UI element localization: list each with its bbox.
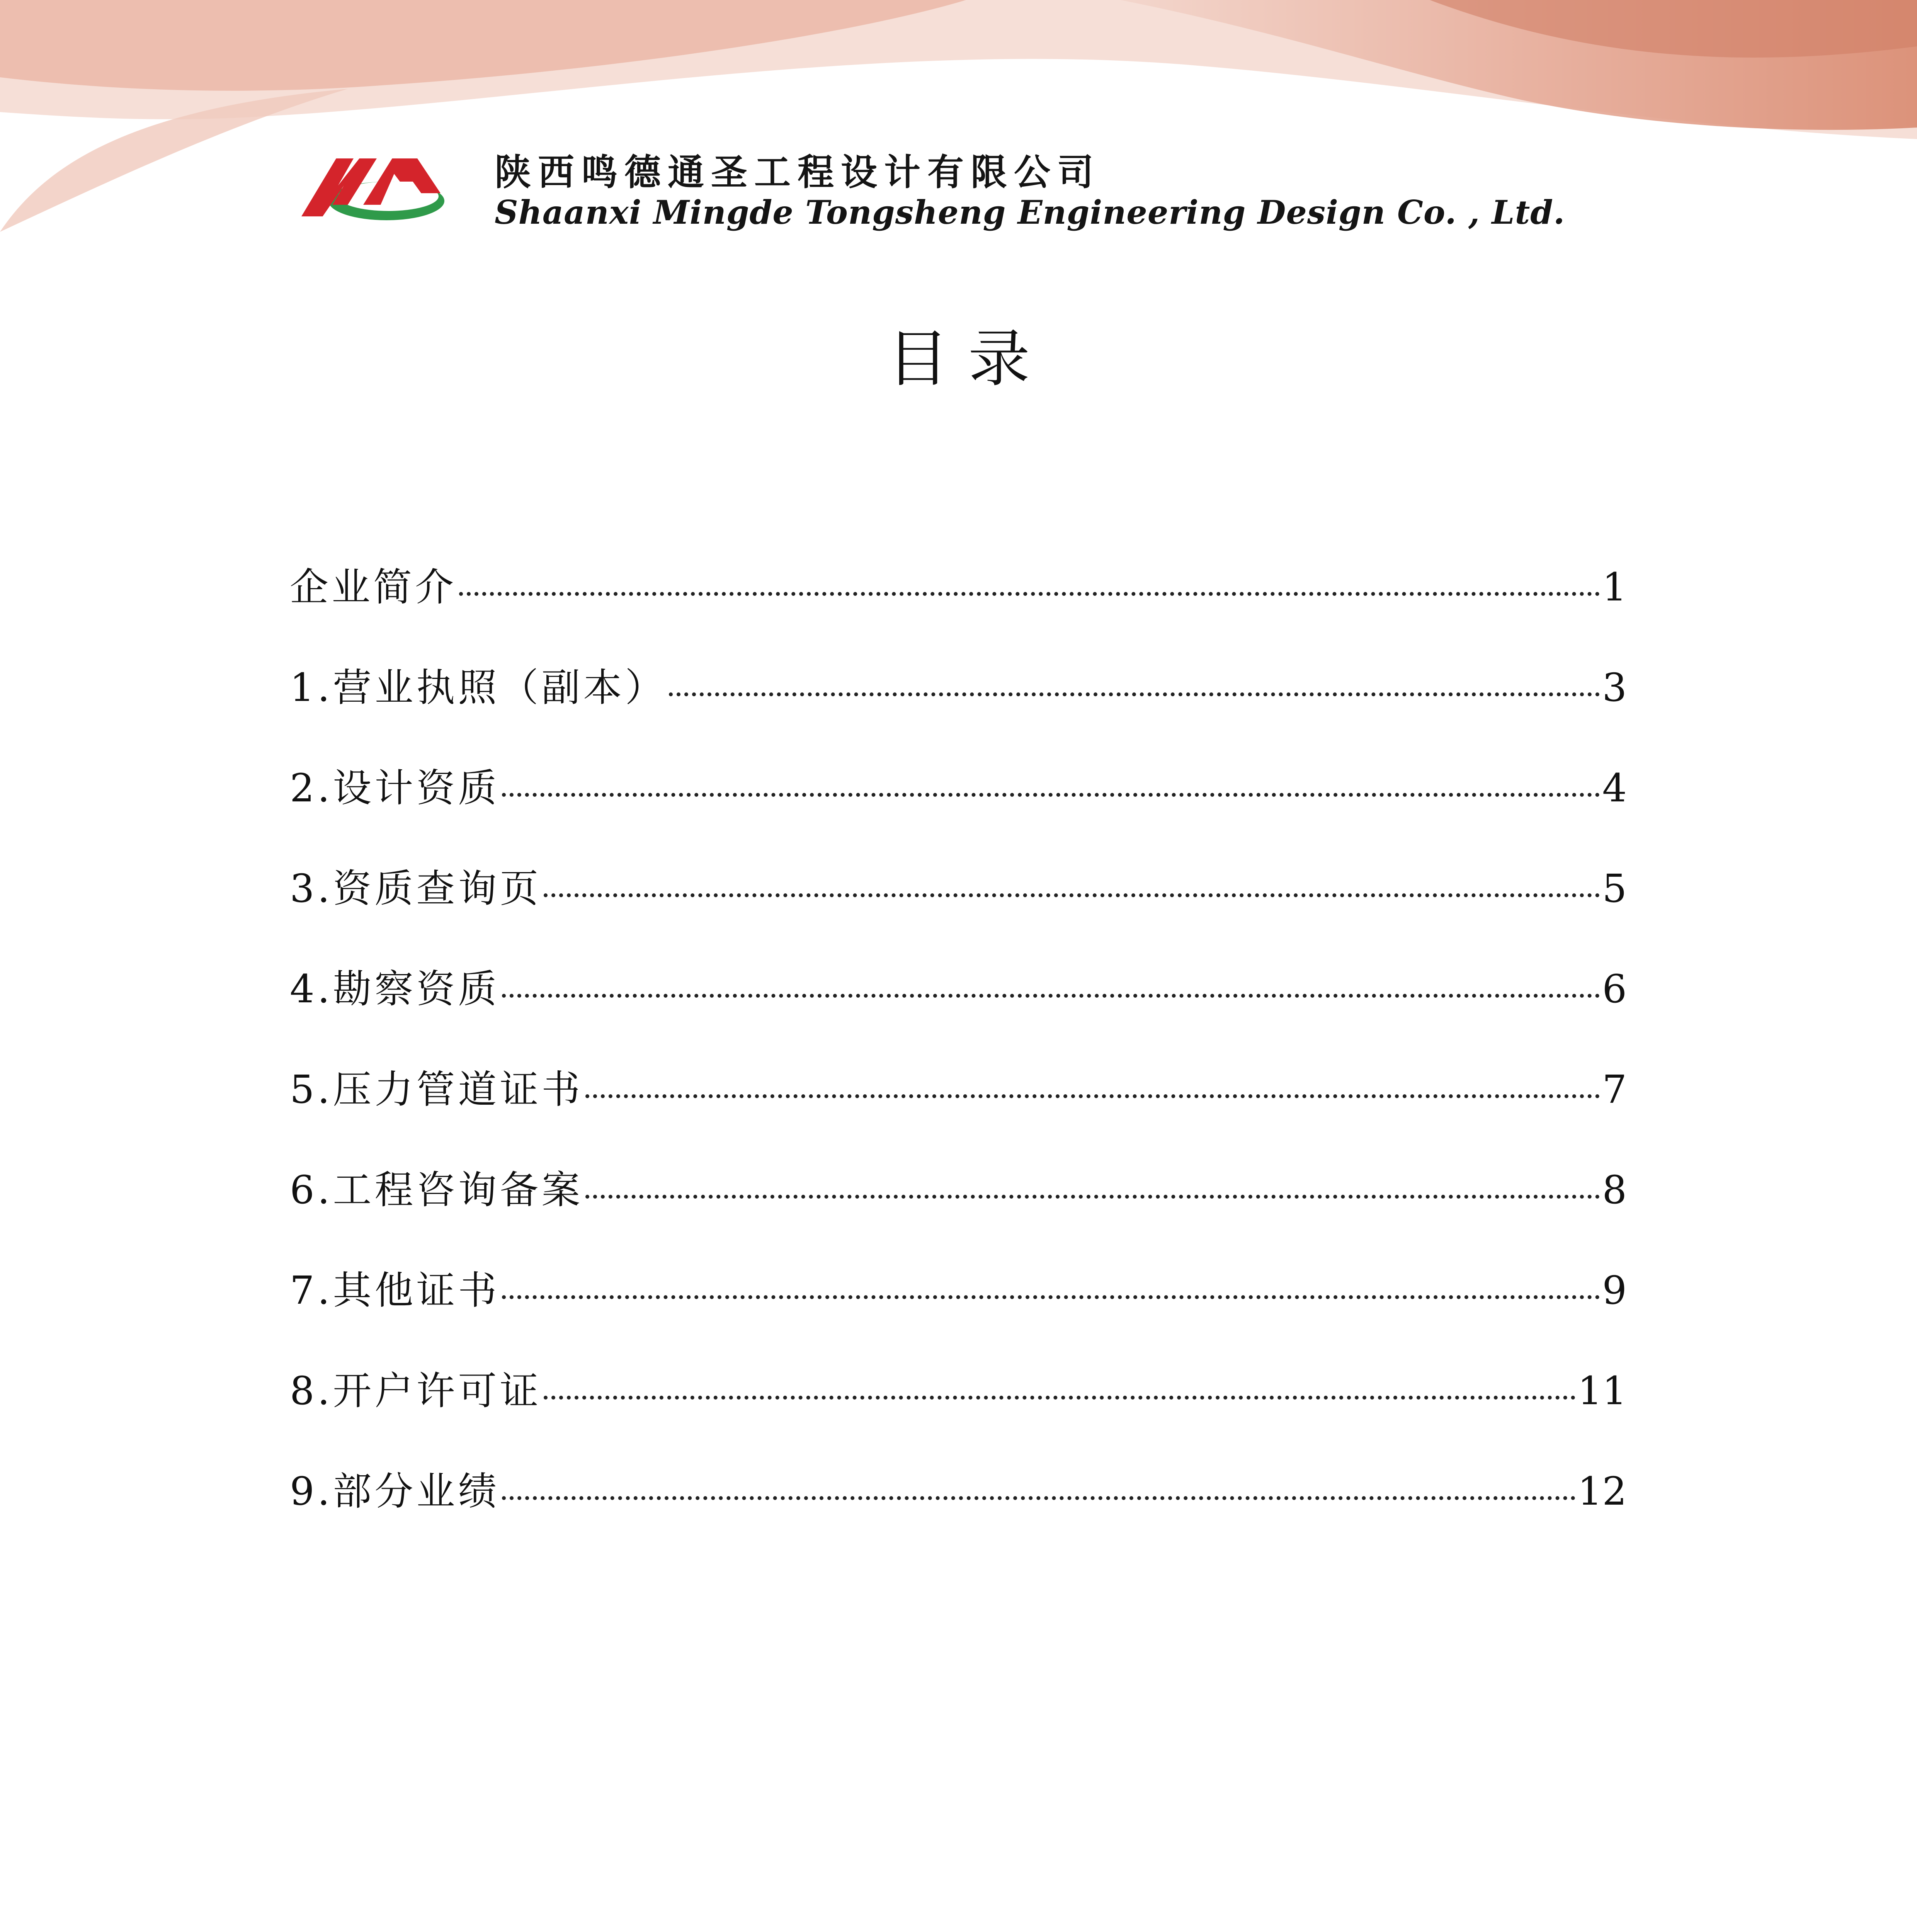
dot-leader bbox=[502, 1295, 1600, 1299]
toc-entry[interactable] bbox=[290, 1240, 1627, 1341]
dot-leader bbox=[585, 1195, 1600, 1199]
toc-entry[interactable] bbox=[290, 1039, 1627, 1140]
dot-leader bbox=[544, 1396, 1575, 1400]
toc-entry-label: 7.其他证书 bbox=[290, 1268, 500, 1313]
toc-entry-label: 5.压力管道证书 bbox=[290, 1067, 583, 1112]
dot-leader bbox=[585, 1094, 1600, 1098]
toc-entry-page-number: 8 bbox=[1602, 1167, 1627, 1213]
toc-entry-label: 1.营业执照（副本） bbox=[290, 665, 667, 710]
company-name-en: Shaanxi Mingde Tongsheng Engineering Design Co. , Ltd. bbox=[495, 193, 1565, 231]
toc-entry-label: 4.勘察资质 bbox=[290, 966, 500, 1012]
dot-leader bbox=[502, 994, 1600, 998]
toc-entry[interactable] bbox=[290, 1341, 1627, 1441]
toc-entry-label: 2.设计资质 bbox=[290, 765, 500, 811]
dot-leader bbox=[459, 592, 1600, 596]
toc-entry-page-number: 1 bbox=[1602, 565, 1627, 610]
dot-leader bbox=[502, 793, 1600, 797]
dot-leader bbox=[502, 1496, 1575, 1500]
toc-entry[interactable] bbox=[290, 1140, 1627, 1240]
toc-entry-label: 9.部分业绩 bbox=[290, 1469, 500, 1514]
toc-entry-label: 8.开户许可证 bbox=[290, 1368, 542, 1413]
toc-entry[interactable] bbox=[290, 638, 1627, 738]
toc-entry[interactable] bbox=[290, 939, 1627, 1039]
dot-leader bbox=[669, 692, 1600, 696]
toc-entry[interactable] bbox=[290, 738, 1627, 838]
toc-entry[interactable] bbox=[290, 1441, 1627, 1542]
toc-entry-page-number: 5 bbox=[1602, 866, 1627, 911]
toc-title: 目录 bbox=[887, 323, 1050, 395]
toc-entry[interactable] bbox=[290, 537, 1627, 638]
toc-entry-page-number: 6 bbox=[1602, 966, 1627, 1012]
dot-leader bbox=[544, 893, 1600, 897]
toc-entry-label: 6.工程咨询备案 bbox=[290, 1167, 583, 1213]
toc-entry-label: 企业简介 bbox=[290, 565, 457, 610]
toc-entry[interactable] bbox=[290, 838, 1627, 939]
toc-entry-page-number: 3 bbox=[1602, 665, 1627, 710]
table-of-contents bbox=[290, 537, 1627, 1542]
toc-entry-page-number: 11 bbox=[1577, 1368, 1627, 1413]
toc-entry-page-number: 12 bbox=[1577, 1469, 1627, 1514]
toc-entry-page-number: 4 bbox=[1602, 765, 1627, 811]
letterhead bbox=[301, 139, 1565, 255]
toc-entry-page-number: 7 bbox=[1602, 1067, 1627, 1112]
company-logo-icon bbox=[301, 143, 448, 228]
toc-entry-page-number: 9 bbox=[1602, 1268, 1627, 1313]
toc-entry-label: 3.资质查询页 bbox=[290, 866, 542, 911]
company-name-cn: 陕西鸣德通圣工程设计有限公司 bbox=[495, 151, 1101, 194]
